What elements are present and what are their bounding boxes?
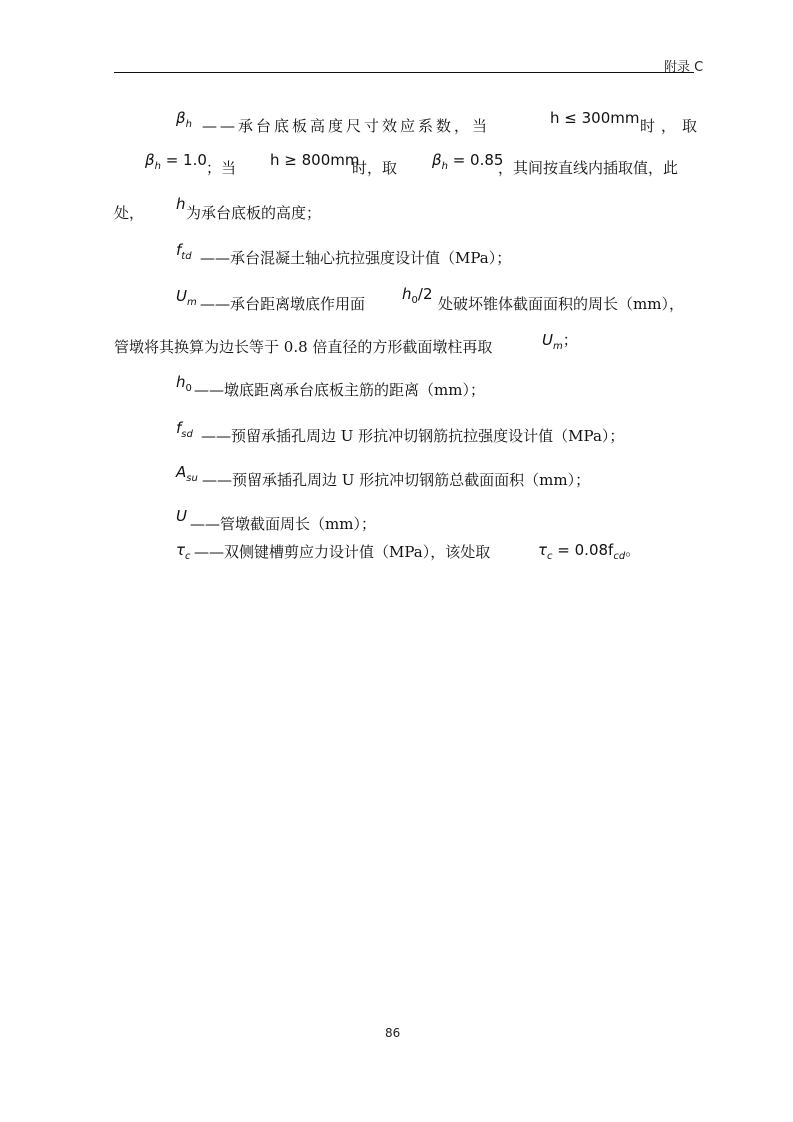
- h-symbol: h: [176, 195, 186, 213]
- beta-h-text6: 处，: [114, 204, 145, 222]
- h0-half: $h_0/2$: [402, 285, 433, 306]
- beta-h-value1: $\beta_h = 1.0$: [145, 151, 207, 172]
- h0-symbol: $h_0$: [176, 373, 192, 394]
- U-symbol: U: [176, 507, 187, 525]
- beta-h-text3: ；当: [206, 159, 237, 177]
- f-sd-desc: ——预留承插孔周边 U 形抗冲切钢筋抗拉强度设计值（MPa）；: [201, 427, 625, 445]
- tau-c-equation: $\tau_c = 0.08f_{cd}$。: [538, 541, 641, 562]
- f-sd-symbol: $f_{sd}$: [176, 419, 193, 440]
- U-desc: ——管墩截面周长（mm）；: [190, 515, 376, 533]
- f-td-symbol: $f_{td}$: [176, 241, 192, 262]
- A-su-desc: ——预留承插孔周边 U 形抗冲切钢筋总截面面积（mm）；: [202, 471, 591, 489]
- tau-c-desc: ——双侧键槽剪应力设计值（MPa），该处取: [194, 543, 491, 561]
- U-m-desc3: 管墩将其换算为边长等于 0.8 倍直径的方形截面墩柱再取: [114, 338, 493, 356]
- U-m-tail-symbol: $U_m$；: [542, 331, 578, 352]
- condition-h-ge-800: h ≥ 800mm: [270, 151, 360, 169]
- beta-h-text4: 时，取: [352, 159, 398, 177]
- condition-h-le-300: h ≤ 300mm: [550, 109, 640, 127]
- header-rule: [114, 72, 694, 73]
- beta-h-text7: 为承台底板的高度；: [186, 204, 322, 222]
- h0-desc: ——墩底距离承台底板主筋的距离（mm）；: [194, 381, 485, 399]
- beta-h-value2: $\beta_h = 0.85$: [432, 151, 504, 172]
- beta-h-text5: ，其间按直线内插取值，此: [498, 159, 679, 177]
- U-m-desc2: 处破坏锥体截面面积的周长（mm），: [438, 295, 684, 313]
- U-m-symbol: $U_m$: [176, 287, 197, 308]
- tau-c-symbol: $\tau_c$: [176, 541, 191, 562]
- f-td-desc: ——承台混凝土轴心抗拉强度设计值（MPa）；: [200, 249, 512, 267]
- running-header: 附录 C: [664, 60, 704, 75]
- beta-h-desc: ——承台底板高度尺寸效应系数，当: [202, 117, 491, 135]
- U-m-desc1: ——承台距离墩底作用面: [200, 295, 366, 313]
- beta-h-symbol: $\beta_h$: [176, 109, 192, 130]
- page-number: 86: [385, 1026, 401, 1040]
- beta-h-text2: 时，取: [640, 117, 704, 135]
- A-su-symbol: $A_{su}$: [176, 463, 198, 484]
